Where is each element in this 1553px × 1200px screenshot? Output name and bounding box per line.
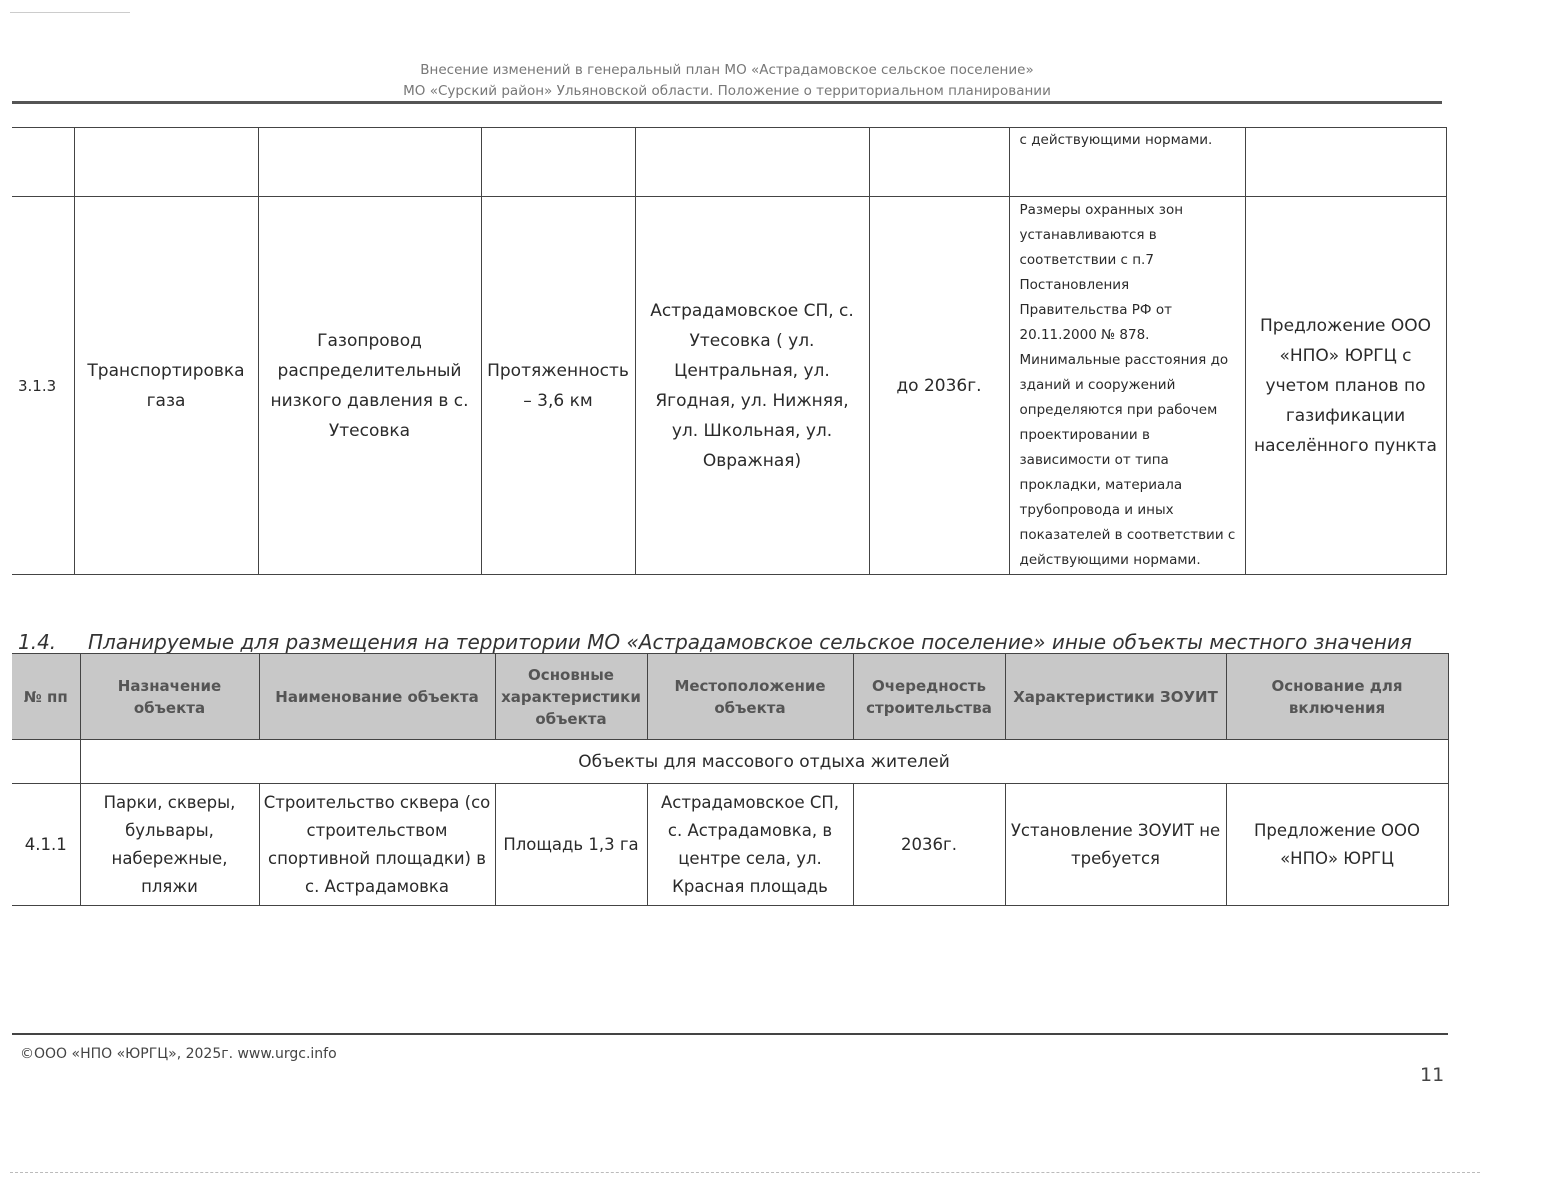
cell-characteristics [481, 128, 635, 197]
cell-purpose [74, 128, 258, 197]
cell-queue [869, 128, 1009, 197]
header-zouit: Характеристики ЗОУИТ [1005, 654, 1226, 740]
cell-location: Астрадамовское СП, с. Утесовка ( ул. Центральная, ул. Ягодная, ул. Нижняя, ул. Школьная, ул. Овражная) [635, 197, 869, 575]
cell-zouit: Размеры охранных зон устанавливаются в соответствии с п.7 Постановления Правительства РФ от 20.11.2000 № 878. Минимальные расстояния до зданий и сооружений определяются при рабочем проектировании в зависимости от типа прокладки, материала трубопровода и иных показателей в соответствии с действующими нормами. [1009, 197, 1245, 575]
cell-queue: 2036г. [853, 784, 1005, 906]
header-basis: Основание для включения [1226, 654, 1448, 740]
cell-basis [1245, 128, 1446, 197]
other-local-objects-table [12, 653, 1449, 906]
cell-name: Газопровод распределительный низкого давления в с. Утесовка [258, 197, 481, 575]
table-subheader-row [12, 740, 1448, 784]
header-line-2: МО «Сурский район» Ульяновской области. Положение о территориальном планировании [403, 83, 1051, 99]
table-header-row [12, 654, 1448, 740]
subheader-cell: Объекты для массового отдыха жителей [80, 740, 1448, 784]
cell-purpose: Парки, скверы, бульвары, набережные, пляжи [80, 784, 259, 906]
cell-location [635, 128, 869, 197]
cell-location: Астрадамовское СП, с. Астрадамовка, в центре села, ул. Красная площадь [647, 784, 853, 906]
cell-num: 3.1.3 [12, 197, 74, 575]
cell-basis: Предложение ООО «НПО» ЮРГЦ с учетом планов по газификации населённого пункта [1245, 197, 1446, 575]
section-number: 1.4. [18, 630, 57, 654]
page-number: 11 [1420, 1064, 1445, 1086]
cell-basis: Предложение ООО «НПО» ЮРГЦ [1226, 784, 1448, 906]
cell-name [258, 128, 481, 197]
planned-objects-table-continued [12, 127, 1447, 575]
header-name: Наименование объекта [259, 654, 495, 740]
header-num: № пп [12, 654, 80, 740]
header-line-1: Внесение изменений в генеральный план МО «Астрадамовское сельское поселение» [420, 62, 1034, 78]
section-title [18, 630, 1412, 654]
scan-artifact-line [10, 1172, 1480, 1173]
cell-num [12, 740, 80, 784]
cell-purpose: Транспортировка газа [74, 197, 258, 575]
table-row [12, 197, 1446, 575]
section-title-text: Планируемые для размещения на территории МО «Астрадамовское сельское поселение» иные объекты местного значения [88, 630, 1412, 654]
header-rule [12, 101, 1442, 104]
footer-rule [12, 1033, 1448, 1035]
header-location: Местоположение объекта [647, 654, 853, 740]
cell-num [12, 128, 74, 197]
table-row [12, 784, 1448, 906]
cell-characteristics: Протяженность – 3,6 км [481, 197, 635, 575]
cell-zouit: Установление ЗОУИТ не требуется [1005, 784, 1226, 906]
header-characteristics: Основные характеристики объекта [495, 654, 647, 740]
document-header [12, 60, 1442, 102]
copyright: ©ООО «НПО «ЮРГЦ», 2025г. www.urgc.info [20, 1046, 337, 1062]
cell-name: Строительство сквера (со строительством спортивной площадки) в с. Астрадамовка [259, 784, 495, 906]
cell-characteristics: Площадь 1,3 га [495, 784, 647, 906]
scan-artifact-line [10, 12, 130, 13]
header-purpose: Назначение объекта [80, 654, 259, 740]
cell-zouit: с действующими нормами. [1009, 128, 1245, 197]
cell-num: 4.1.1 [12, 784, 80, 906]
header-queue: Очередность строительства [853, 654, 1005, 740]
table-row [12, 128, 1446, 197]
cell-queue: до 2036г. [869, 197, 1009, 575]
